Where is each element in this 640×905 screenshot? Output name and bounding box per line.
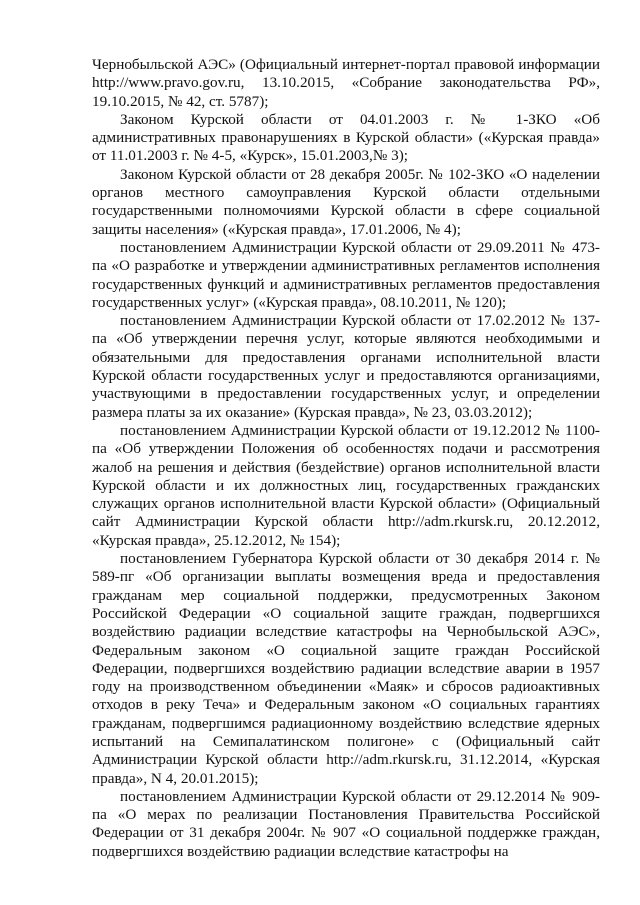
document-page [92,56,600,861]
paragraph-3: Законом Курской области от 28 декабря 2005г. № 102-ЗКО «О наделении органов местного самоуправления Курской области отдельными государственными полномочиями Курской области в сфере социальной защиты населения» («Курская правда», 17.01.2006, № 4); [92,165,600,238]
paragraph-4: постановлением Администрации Курской области от 29.09.2011 № 473-па «О разработке и утверждении административных регламентов исполнения государственных функций и административных регламентов предоставления государственных услуг» («Курская правда», 08.10.2011, № 120); [92,238,600,311]
paragraph-6: постановлением Администрации Курской области от 19.12.2012 № 1100-па «Об утверждении Положения об особенностях подачи и рассмотрения жалоб на решения и действия (бездействие) органов исполнительной власти Курской области и их должностных лиц, государственных гражданских служащих органов исполнительной власти Курской области» (Официальный сайт Администрации Курской области http://adm.rkursk.ru, 20.12.2012, «Курская правда», 25.12.2012, № 154); [92,421,600,549]
paragraph-8: постановлением Администрации Курской области от 29.12.2014 № 909-па «О мерах по реализации Постановления Правительства Российской Федерации от 31 декабря 2004г. № 907 «О социальной поддержке граждан, подвергшихся воздействию радиации вследствие катастрофы на [92,787,600,860]
paragraph-5: постановлением Администрации Курской области от 17.02.2012 № 137-па «Об утверждении перечня услуг, которые являются необходимыми и обязательными для предоставления органами исполнительной власти Курской области государственных услуг и предоставляются организациями, участвующими в предоставлении государственных услуг, и определении размера платы за их оказание» (Курская правда», № 23, 03.03.2012); [92,312,600,421]
paragraph-1: Чернобыльской АЭС» (Официальный интернет-портал правовой информации http://www.pravo.gov.ru, 13.10.2015, «Собрание законодательства РФ», 19.10.2015, № 42, ст. 5787); [92,56,600,110]
paragraph-2: Законом Курской области от 04.01.2003 г. № 1-ЗКО «Об административных правонарушениях в Курской области» («Курская правда» от 11.01.2003 г. № 4-5, «Курск», 15.01.2003,№ 3); [92,110,600,165]
paragraph-7: постановлением Губернатора Курской области от 30 декабря 2014 г. № 589-пг «Об организации выплаты возмещения вреда и предоставления гражданам мер социальной поддержки, предусмотренных Законом Российской Федерации «О социальной защите граждан, подвергшихся воздействию радиации вследствие катастрофы на Чернобыльской АЭС», Федеральным законом «О социальной защите граждан Российской Федерации, подвергшихся воздействию радиации вследствие аварии в 1957 году на производственном объединении «Маяк» и сбросов радиоактивных отходов в реку Теча» и Федеральным законом «О социальных гарантиях гражданам, подвергшимся радиационному воздействию вследствие ядерных испытаний на Семипалатинском полигоне» с (Официальный сайт Администрации Курской области http://adm.rkursk.ru, 31.12.2014, «Курская правда», N 4, 20.01.2015); [92,550,600,787]
